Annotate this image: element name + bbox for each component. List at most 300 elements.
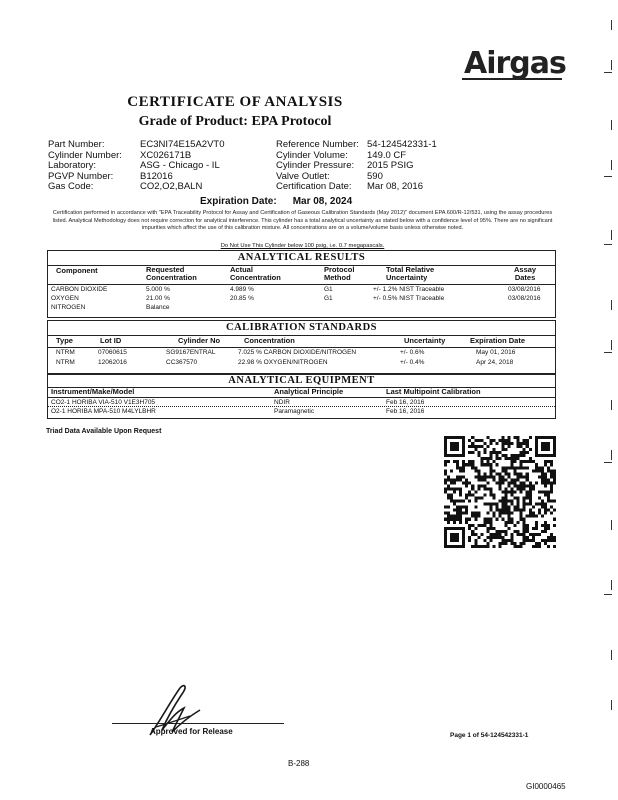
qr-module <box>529 500 532 503</box>
qr-module <box>505 533 508 536</box>
qr-module <box>480 475 483 478</box>
qr-module <box>456 463 459 466</box>
calibration-standards-title: CALIBRATION STANDARDS <box>225 322 377 333</box>
qr-module <box>511 487 514 490</box>
header-concentration: Concentration <box>244 336 295 345</box>
certification-statement: Certification performed in accordance with "EPA Traceability Protocol for Assay and Certification of Gaseous Calibration Standards (May 2012)" document EPA 600/R-12/531, using the assay procedures listed. Analytical Methodology does not require correction for analytical interference. This cylinder has a total analytical uncertainty as stated below with a confidence level of 95%. There are no significant impurities which affect the use of this calibration mixture. All concentrations are on a volume/volume basis unless otherwise noted. <box>52 210 553 231</box>
qr-module <box>498 472 501 475</box>
qr-module <box>526 530 529 533</box>
qr-module <box>520 466 523 469</box>
qr-module <box>517 466 520 469</box>
qr-module <box>508 490 511 493</box>
qr-module <box>498 533 501 536</box>
label-cylinder-volume: Cylinder Volume: <box>276 149 348 161</box>
qr-module <box>450 515 453 518</box>
qr-module <box>523 466 526 469</box>
qr-module <box>447 478 450 481</box>
qr-module <box>453 518 456 521</box>
qr-module <box>450 481 453 484</box>
qr-module <box>523 451 526 454</box>
qr-module <box>444 463 447 466</box>
qr-module <box>483 521 486 524</box>
qr-module <box>459 500 462 503</box>
qr-module <box>495 454 498 457</box>
qr-module <box>541 539 544 542</box>
analytical-equipment-table <box>47 374 556 419</box>
qr-module <box>505 539 508 542</box>
qr-module <box>483 539 486 542</box>
header-actual: Actual Concentration <box>230 265 281 282</box>
qr-module <box>450 442 459 451</box>
qr-module <box>523 539 526 542</box>
qr-module <box>550 484 553 487</box>
qr-module <box>489 469 492 472</box>
qr-module <box>532 536 535 539</box>
qr-module <box>489 524 492 527</box>
cal2-expiration: Apr 24, 2018 <box>476 359 514 366</box>
qr-module <box>529 484 532 487</box>
qr-module <box>483 448 486 451</box>
qr-module <box>529 448 532 451</box>
label-reference-number: Reference Number: <box>276 139 359 150</box>
row3-component: NITROGEN <box>51 304 86 311</box>
qr-module <box>520 509 523 512</box>
qr-module <box>459 475 462 478</box>
expiration-date <box>200 196 352 207</box>
header-last-calibration: Last Multipoint Calibration <box>386 387 481 396</box>
qr-module <box>553 472 556 475</box>
qr-module <box>462 506 465 509</box>
qr-module <box>462 481 465 484</box>
qr-module <box>492 512 495 515</box>
label-laboratory: Laboratory: <box>48 160 97 171</box>
qr-module <box>465 521 468 524</box>
qr-module <box>526 497 529 500</box>
qr-module <box>529 494 532 497</box>
qr-module <box>489 503 492 506</box>
qr-module <box>514 484 517 487</box>
qr-module <box>456 506 459 509</box>
qr-module <box>520 445 523 448</box>
qr-module <box>474 515 477 518</box>
qr-module <box>474 448 477 451</box>
qr-module <box>523 530 526 533</box>
equip2-calibration: Feb 16, 2016 <box>386 408 425 415</box>
product-grade: Grade of Product: EPA Protocol <box>138 114 332 129</box>
qr-module <box>538 533 541 536</box>
qr-module <box>495 509 498 512</box>
qr-module <box>520 515 523 518</box>
qr-module <box>508 472 511 475</box>
qr-module <box>486 545 489 548</box>
qr-module <box>477 439 480 442</box>
qr-module <box>492 545 495 548</box>
qr-module <box>492 475 495 478</box>
qr-module <box>465 494 468 497</box>
qr-module <box>444 481 447 484</box>
row3-requested: Balance <box>146 304 170 311</box>
qr-module <box>553 545 556 548</box>
qr-module <box>444 490 447 493</box>
qr-module <box>547 497 550 500</box>
product-info-left-labels <box>48 140 138 193</box>
qr-module <box>508 518 511 521</box>
qr-module <box>547 527 550 530</box>
qr-module <box>477 484 480 487</box>
qr-module <box>544 490 547 493</box>
qr-module <box>465 509 468 512</box>
row1-uncertainty: +/- 1.2% NIST Traceable <box>373 286 445 293</box>
qr-module <box>550 460 553 463</box>
qr-module <box>511 494 514 497</box>
qr-module <box>483 487 486 490</box>
label-certification-date: Certification Date: <box>276 181 352 192</box>
qr-module <box>523 500 526 503</box>
qr-module <box>486 530 489 533</box>
qr-module <box>544 524 547 527</box>
qr-module <box>535 463 538 466</box>
qr-module <box>526 515 529 518</box>
qr-module <box>483 503 486 506</box>
qr-module <box>453 503 456 506</box>
cal1-uncertainty: +/- 0.6% <box>400 349 425 356</box>
qr-module <box>526 472 529 475</box>
qr-module <box>447 460 450 463</box>
qr-module <box>480 439 483 442</box>
qr-module <box>495 463 498 466</box>
qr-module <box>532 512 535 515</box>
qr-module <box>508 506 511 509</box>
qr-module <box>514 454 517 457</box>
value-pgvp-number: B12016 <box>140 170 173 182</box>
qr-module <box>514 545 517 548</box>
do-not-use-note: Do Not Use This Cylinder below 100 psig, i.e. 0.7 megapascals. <box>220 243 385 249</box>
qr-module <box>471 466 474 469</box>
qr-module <box>535 481 538 484</box>
qr-module <box>492 533 495 536</box>
qr-module <box>471 530 474 533</box>
qr-module <box>471 524 474 527</box>
qr-module <box>477 445 480 448</box>
qr-module <box>444 460 447 463</box>
qr-module <box>523 442 526 445</box>
qr-module <box>489 442 492 445</box>
qr-module <box>477 545 480 548</box>
qr-module <box>447 487 450 490</box>
qr-module <box>523 487 526 490</box>
header-uncertainty: Uncertainty <box>404 336 446 345</box>
qr-module <box>526 445 529 448</box>
qr-module <box>520 475 523 478</box>
row2-actual: 20.85 % <box>230 295 254 302</box>
qr-module <box>477 451 480 454</box>
qr-module <box>511 503 514 506</box>
qr-module <box>550 469 553 472</box>
qr-module <box>492 478 495 481</box>
qr-module <box>474 445 477 448</box>
value-valve-outlet: 590 <box>367 170 383 182</box>
qr-module <box>547 481 550 484</box>
qr-module <box>495 506 498 509</box>
equip1-principle: NDIR <box>274 399 290 406</box>
qr-module <box>514 481 517 484</box>
qr-module <box>486 518 489 521</box>
qr-module <box>532 484 535 487</box>
qr-module <box>517 457 520 460</box>
qr-module <box>517 472 520 475</box>
qr-module <box>459 466 462 469</box>
qr-module <box>550 512 553 515</box>
qr-module <box>502 442 505 445</box>
qr-module <box>514 497 517 500</box>
qr-module <box>520 518 523 521</box>
qr-module <box>532 539 535 542</box>
qr-module <box>511 539 514 542</box>
qr-module <box>511 466 514 469</box>
qr-module <box>474 469 477 472</box>
qr-module <box>480 463 483 466</box>
header-requested: Requested Concentration <box>146 265 197 282</box>
qr-module <box>532 533 535 536</box>
qr-module <box>523 506 526 509</box>
qr-module <box>471 533 474 536</box>
qr-module <box>456 518 459 521</box>
qr-module <box>502 475 505 478</box>
qr-module <box>474 527 477 530</box>
qr-module <box>502 439 505 442</box>
row2-requested: 21.00 % <box>146 295 170 302</box>
qr-module <box>508 509 511 512</box>
qr-module <box>495 451 498 454</box>
approved-for-release: Approved for Release <box>150 727 233 736</box>
qr-module <box>474 539 477 542</box>
cal1-lot: 07060615 <box>98 349 127 356</box>
qr-module <box>553 518 556 521</box>
qr-module <box>489 475 492 478</box>
analytical-equipment-title: ANALYTICAL EQUIPMENT <box>228 375 375 386</box>
qr-module <box>489 472 492 475</box>
qr-module <box>544 503 547 506</box>
qr-module <box>447 512 450 515</box>
qr-module <box>483 484 486 487</box>
qr-module <box>517 442 520 445</box>
airgas-logo: Airgas <box>464 46 566 81</box>
qr-module <box>480 484 483 487</box>
qr-module <box>489 509 492 512</box>
qr-module <box>489 463 492 466</box>
qr-module <box>483 524 486 527</box>
qr-module <box>553 500 556 503</box>
qr-module <box>502 506 505 509</box>
qr-module <box>444 518 447 521</box>
qr-module <box>526 527 529 530</box>
qr-module <box>447 506 450 509</box>
qr-module <box>508 527 511 530</box>
qr-module <box>547 524 550 527</box>
qr-module <box>520 442 523 445</box>
qr-module <box>520 463 523 466</box>
qr-module <box>547 509 550 512</box>
qr-module <box>492 469 495 472</box>
row2-method: G1 <box>324 295 333 302</box>
qr-module <box>450 494 453 497</box>
qr-module <box>468 481 471 484</box>
qr-module <box>517 506 520 509</box>
qr-module <box>508 457 511 460</box>
header-instrument: Instrument/Make/Model <box>51 387 135 396</box>
qr-module <box>505 490 508 493</box>
qr-module <box>517 445 520 448</box>
qr-module <box>511 521 514 524</box>
qr-module <box>523 518 526 521</box>
qr-module <box>538 497 541 500</box>
qr-module <box>483 518 486 521</box>
qr-module <box>462 500 465 503</box>
qr-module <box>480 533 483 536</box>
qr-module <box>511 500 514 503</box>
value-cylinder-number: XC026171B <box>140 149 192 161</box>
qr-module <box>529 481 532 484</box>
qr-module <box>477 478 480 481</box>
row1-component: CARBON DIOXIDE <box>51 286 108 293</box>
qr-module <box>483 472 486 475</box>
qr-module <box>544 521 547 524</box>
qr-module <box>541 472 544 475</box>
qr-module <box>474 490 477 493</box>
qr-module <box>553 478 556 481</box>
qr-module <box>553 536 556 539</box>
qr-module <box>550 481 553 484</box>
product-info-right-values <box>367 140 497 193</box>
qr-module <box>471 512 474 515</box>
qr-module <box>502 539 505 542</box>
qr-module <box>550 490 553 493</box>
qr-module <box>538 509 541 512</box>
qr-module <box>486 512 489 515</box>
qr-module <box>517 533 520 536</box>
qr-module <box>456 515 459 518</box>
qr-code <box>444 436 556 548</box>
qr-module <box>517 497 520 500</box>
qr-module <box>547 460 550 463</box>
qr-module <box>505 472 508 475</box>
qr-module <box>474 439 477 442</box>
qr-module <box>508 484 511 487</box>
qr-module <box>468 460 471 463</box>
qr-module <box>505 457 508 460</box>
qr-module <box>544 509 547 512</box>
qr-module <box>508 475 511 478</box>
qr-module <box>483 442 486 445</box>
qr-module <box>453 515 456 518</box>
row1-actual: 4.989 % <box>230 286 254 293</box>
equip2-instrument: O2-1 HORIBA MPA-510 M4LYLBHR <box>51 408 156 415</box>
qr-module <box>535 542 538 545</box>
qr-module <box>474 506 477 509</box>
qr-module <box>498 457 501 460</box>
qr-module <box>514 530 517 533</box>
logo-underline <box>462 78 562 80</box>
qr-module <box>529 487 532 490</box>
qr-module <box>447 497 450 500</box>
qr-module <box>550 533 553 536</box>
qr-module <box>486 503 489 506</box>
qr-module <box>553 475 556 478</box>
qr-module <box>514 524 517 527</box>
cal2-type: NTRM <box>56 359 75 366</box>
qr-module <box>480 478 483 481</box>
product-info-right-labels <box>276 140 366 193</box>
qr-module <box>486 527 489 530</box>
qr-module <box>498 487 501 490</box>
qr-module <box>477 536 480 539</box>
qr-module <box>459 512 462 515</box>
qr-module <box>498 500 501 503</box>
qr-module <box>541 530 544 533</box>
qr-module <box>459 478 462 481</box>
qr-module <box>553 509 556 512</box>
qr-module <box>498 545 501 548</box>
qr-module <box>520 451 523 454</box>
qr-module <box>468 494 471 497</box>
expiration-label: Expiration Date: <box>200 196 277 207</box>
qr-module <box>526 439 529 442</box>
qr-module <box>526 442 529 445</box>
calibration-standards-table <box>47 320 556 374</box>
qr-module <box>474 497 477 500</box>
qr-module <box>550 472 553 475</box>
qr-module <box>553 524 556 527</box>
qr-module <box>459 469 462 472</box>
qr-module <box>514 472 517 475</box>
qr-module <box>450 478 453 481</box>
qr-module <box>477 487 480 490</box>
qr-module <box>511 460 514 463</box>
label-cylinder-number: Cylinder Number: <box>48 149 122 161</box>
qr-module <box>508 466 511 469</box>
qr-module <box>514 460 517 463</box>
qr-module <box>456 487 459 490</box>
qr-module <box>544 460 547 463</box>
qr-module <box>489 521 492 524</box>
header-cylinder-no: Cylinder No <box>178 336 221 345</box>
qr-module <box>459 494 462 497</box>
qr-module <box>535 515 538 518</box>
qr-module <box>541 469 544 472</box>
qr-module <box>523 497 526 500</box>
qr-module <box>511 542 514 545</box>
qr-module <box>492 515 495 518</box>
qr-module <box>550 506 553 509</box>
qr-module <box>450 487 453 490</box>
qr-module <box>459 490 462 493</box>
qr-module <box>468 490 471 493</box>
value-part-number: EC3NI74E15A2VT0 <box>140 139 225 150</box>
qr-module <box>547 494 550 497</box>
qr-module <box>492 439 495 442</box>
qr-module <box>444 478 447 481</box>
qr-module <box>453 460 456 463</box>
value-cylinder-volume: 149.0 CF <box>367 149 407 161</box>
cal2-cylinder: CC367570 <box>166 359 198 366</box>
qr-module <box>465 512 468 515</box>
qr-module <box>505 466 508 469</box>
qr-module <box>486 460 489 463</box>
qr-module <box>471 460 474 463</box>
qr-module <box>465 484 468 487</box>
qr-module <box>480 497 483 500</box>
qr-module <box>550 536 553 539</box>
